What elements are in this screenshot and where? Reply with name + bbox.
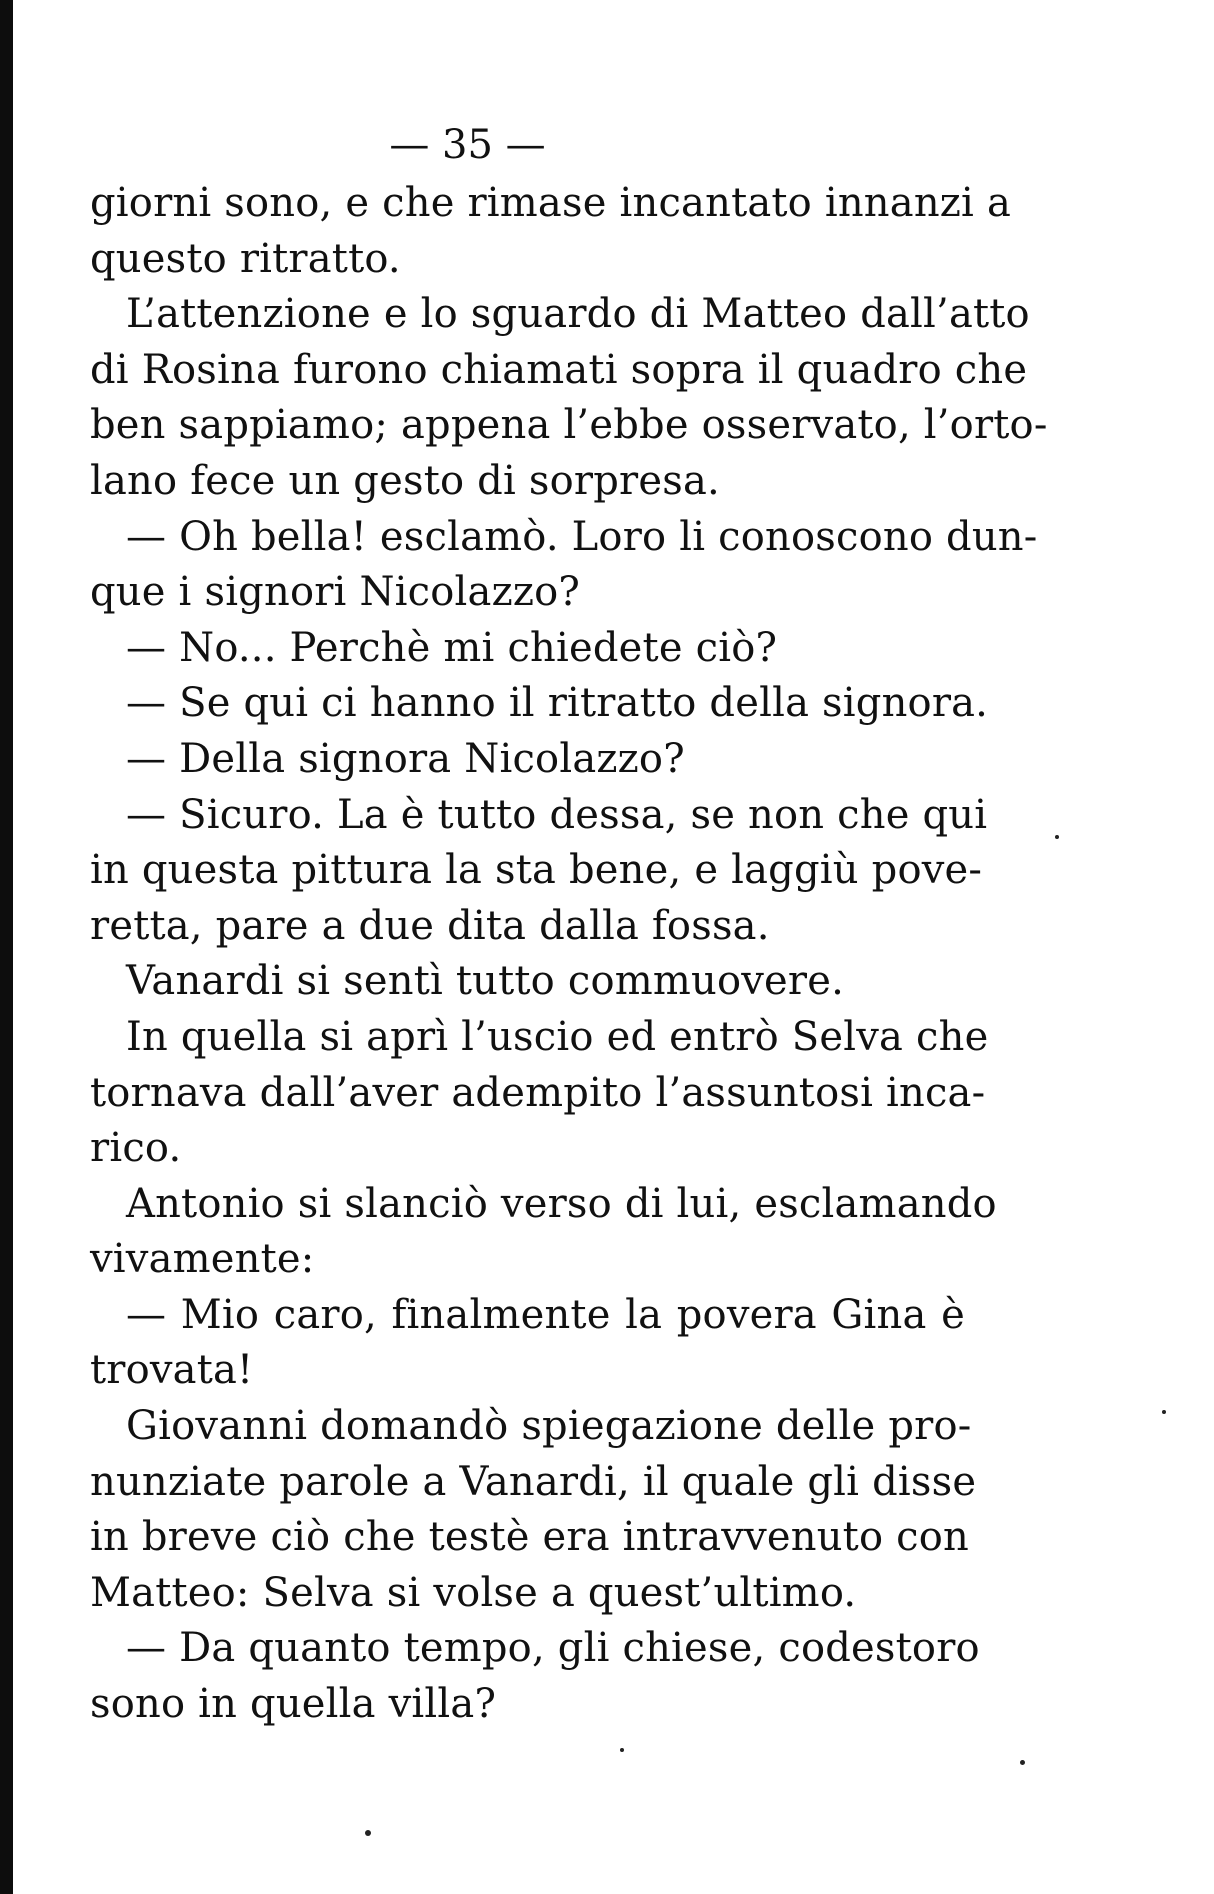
scan-speck [620,1748,624,1752]
scan-speck [1162,1410,1166,1414]
text-line: nunziate parole a Vanardi, il quale gli disse [90,1458,977,1505]
text-line: giorni sono, e che rimase incantato innanzi a [90,180,1012,226]
text-line: — Sicuro. La è tutto dessa, se non che qui [126,791,988,838]
text-line: — Oh bella! esclamò. Loro li conoscono dun- [126,513,1038,560]
text-line: trovata! [90,1347,254,1394]
text-line: in questa pittura la sta bene, e laggiù pove- [90,847,983,894]
text-line: di Rosina furono chiamati sopra il quadro che [90,346,1028,393]
text-line: — No... Perchè mi chiedete ciò? [126,624,778,671]
page-number: — 35 — [389,122,546,168]
book-page [90,118,1048,1733]
text-line: Antonio si slanciò verso di lui, esclamando [126,1180,997,1227]
binding-edge [0,0,13,1894]
text-line: — Se qui ci hanno il ritratto della signora. [126,680,989,727]
scan-speck [1020,1760,1025,1765]
scan-speck [1055,835,1059,839]
text-line: retta, pare a due dita dalla fossa. [90,902,770,949]
text-line: tornava dall’aver adempito l’assuntosi inca- [90,1069,986,1116]
text-line: Giovanni domandò spiegazione delle pro- [126,1403,972,1450]
text-line: que i signori Nicolazzo? [90,569,581,616]
text-line: vivamente: [90,1236,315,1283]
text-line: questo ritratto. [90,235,401,282]
text-line: L’attenzione e lo sguardo di Matteo dall’atto [126,291,1030,338]
text-line: In quella si aprì l’uscio ed entrò Selva che [126,1013,989,1060]
text-line: in breve ciò che testè era intravvenuto con [90,1514,969,1561]
text-line: — Da quanto tempo, gli chiese, codestoro [126,1625,980,1672]
text-line: rico. [90,1125,182,1172]
text-line: lano fece un gesto di sorpresa. [90,457,720,504]
page-body-text [90,176,1048,1733]
text-line: — Della signora Nicolazzo? [126,735,685,782]
text-line: sono in quella villa? [90,1681,497,1728]
scan-speck [365,1830,371,1836]
text-line: ben sappiamo; appena l’ebbe osservato, l’orto- [90,402,1048,449]
text-line: — Mio caro, finalmente la povera Gina è [126,1291,965,1338]
text-line: Matteo: Selva si volse a quest’ultimo. [90,1569,857,1616]
text-line: Vanardi si sentì tutto commuovere. [126,958,845,1005]
